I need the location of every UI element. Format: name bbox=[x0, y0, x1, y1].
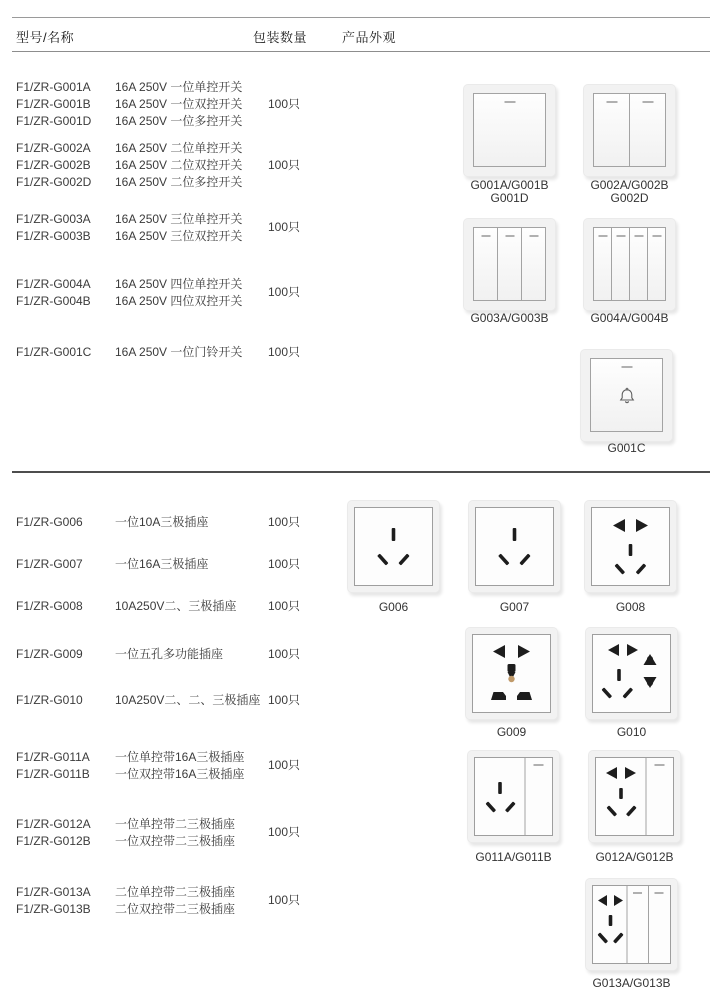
catalog-row bbox=[16, 766, 456, 783]
product-image-g012 bbox=[588, 750, 681, 843]
switch-rocker bbox=[522, 228, 545, 300]
model-code: F1/ZR-G001A bbox=[16, 80, 91, 94]
catalog-row bbox=[16, 174, 456, 191]
product-image-g009 bbox=[465, 627, 558, 720]
socket-5hole-with-2switch-icon bbox=[593, 886, 670, 963]
socket-5hole-with-switch-icon bbox=[596, 758, 673, 835]
switch-rocker bbox=[474, 228, 498, 300]
switch-rocker bbox=[591, 359, 662, 431]
product-image-label: G004A/G004B bbox=[590, 311, 669, 325]
product-image-label: G007 bbox=[499, 600, 530, 614]
product-image-g007 bbox=[468, 500, 561, 593]
label-line: G002D bbox=[610, 191, 649, 205]
product-description: 10A250V二、二、三极插座 bbox=[115, 693, 261, 707]
product-image-g006 bbox=[347, 500, 440, 593]
socket-panel bbox=[354, 507, 433, 586]
model-code: F1/ZR-G001B bbox=[16, 97, 91, 111]
socket-switch-panel bbox=[592, 885, 671, 964]
product-image-label: G009 bbox=[496, 725, 527, 739]
product-description: 二位单控带二三极插座 bbox=[115, 885, 236, 899]
model-code: F1/ZR-G003A bbox=[16, 212, 91, 226]
product-description: 16A 250V 四位单控开关 bbox=[115, 277, 243, 291]
socket-5hole-icon bbox=[592, 508, 669, 585]
product-image-label bbox=[568, 179, 691, 205]
package-quantity: 100只 bbox=[268, 825, 301, 839]
catalog-row bbox=[16, 646, 456, 663]
catalog-row bbox=[16, 293, 456, 310]
catalog-row bbox=[16, 96, 456, 113]
product-description: 一位双控带二三极插座 bbox=[115, 834, 236, 848]
product-description: 16A 250V 一位单控开关 bbox=[115, 80, 243, 94]
catalog-row bbox=[16, 157, 456, 174]
socket-3pin-icon bbox=[355, 508, 432, 585]
model-code: F1/ZR-G012A bbox=[16, 817, 91, 831]
socket-panel bbox=[592, 634, 671, 713]
switch-rocker bbox=[612, 228, 630, 300]
indicator-dash bbox=[481, 235, 490, 237]
product-description: 一位五孔多功能插座 bbox=[115, 647, 224, 661]
model-code: F1/ZR-G010 bbox=[16, 693, 83, 707]
catalog-row bbox=[16, 228, 456, 245]
product-description: 二位双控带二三极插座 bbox=[115, 902, 236, 916]
catalog-row bbox=[16, 816, 456, 833]
catalog-row bbox=[16, 276, 456, 293]
product-image-g004 bbox=[583, 218, 676, 311]
product-image-g002 bbox=[583, 84, 676, 177]
product-image-label: G001C bbox=[607, 441, 646, 455]
product-image-label bbox=[448, 179, 571, 205]
product-description: 16A 250V 一位多控开关 bbox=[115, 114, 243, 128]
switch-1gang bbox=[473, 93, 546, 167]
catalog-row bbox=[16, 79, 456, 96]
switch-2gang bbox=[593, 93, 666, 167]
model-code: F1/ZR-G008 bbox=[16, 599, 83, 613]
model-code: F1/ZR-G004B bbox=[16, 294, 91, 308]
product-image-g010 bbox=[585, 627, 678, 720]
product-description: 一位单控带16A三极插座 bbox=[115, 750, 245, 764]
package-quantity: 100只 bbox=[268, 220, 301, 234]
model-code: F1/ZR-G013A bbox=[16, 885, 91, 899]
product-image-g008 bbox=[584, 500, 677, 593]
indicator-dash bbox=[634, 235, 643, 237]
header-rule bbox=[12, 51, 710, 52]
column-header-appearance: 产品外观 bbox=[342, 30, 397, 45]
package-quantity: 100只 bbox=[268, 285, 301, 299]
model-code: F1/ZR-G001D bbox=[16, 114, 92, 128]
product-description: 一位10A三极插座 bbox=[115, 515, 209, 529]
model-code: F1/ZR-G007 bbox=[16, 557, 83, 571]
catalog-row bbox=[16, 833, 456, 850]
product-image-label: G010 bbox=[616, 725, 647, 739]
product-description: 一位双控带16A三极插座 bbox=[115, 767, 245, 781]
doorbell-switch bbox=[590, 358, 663, 432]
model-code: F1/ZR-G009 bbox=[16, 647, 83, 661]
product-image-label: G006 bbox=[378, 600, 409, 614]
package-quantity: 100只 bbox=[268, 647, 301, 661]
product-image-label: G003A/G003B bbox=[470, 311, 549, 325]
product-description: 16A 250V 三位双控开关 bbox=[115, 229, 243, 243]
product-image-label: G012A/G012B bbox=[595, 850, 674, 864]
catalog-row bbox=[16, 113, 456, 130]
switch-rocker bbox=[594, 94, 630, 166]
indicator-dash bbox=[504, 101, 515, 103]
package-quantity: 100只 bbox=[268, 345, 301, 359]
indicator-dash bbox=[598, 235, 607, 237]
indicator-dash bbox=[652, 235, 661, 237]
socket-3pin-with-switch-icon bbox=[475, 758, 552, 835]
package-quantity: 100只 bbox=[268, 515, 301, 529]
model-code: F1/ZR-G003B bbox=[16, 229, 91, 243]
catalog-row bbox=[16, 749, 456, 766]
product-image-g003 bbox=[463, 218, 556, 311]
socket-3pin-icon bbox=[476, 508, 553, 585]
product-description: 16A 250V 四位双控开关 bbox=[115, 294, 243, 308]
indicator-dash bbox=[505, 235, 514, 237]
product-image-label: G008 bbox=[615, 600, 646, 614]
product-description: 16A 250V 二位多控开关 bbox=[115, 175, 243, 189]
bell-icon bbox=[617, 386, 637, 406]
product-description: 16A 250V 三位单控开关 bbox=[115, 212, 243, 226]
package-quantity: 100只 bbox=[268, 693, 301, 707]
model-code: F1/ZR-G001C bbox=[16, 345, 92, 359]
catalog-row bbox=[16, 901, 456, 918]
switch-rocker bbox=[474, 94, 545, 166]
product-image-g011 bbox=[467, 750, 560, 843]
socket-panel bbox=[591, 507, 670, 586]
socket-panel bbox=[475, 507, 554, 586]
switch-rocker bbox=[630, 94, 665, 166]
switch-4gang bbox=[593, 227, 666, 301]
section-divider bbox=[12, 471, 710, 473]
switch-rocker bbox=[594, 228, 612, 300]
package-quantity: 100只 bbox=[268, 893, 301, 907]
catalog-row bbox=[16, 692, 456, 709]
model-code: F1/ZR-G002B bbox=[16, 158, 91, 172]
indicator-dash bbox=[616, 235, 625, 237]
product-description: 16A 250V 二位单控开关 bbox=[115, 141, 243, 155]
column-header-model: 型号/名称 bbox=[16, 30, 75, 45]
model-code: F1/ZR-G006 bbox=[16, 515, 83, 529]
model-code: F1/ZR-G013B bbox=[16, 902, 91, 916]
model-code: F1/ZR-G012B bbox=[16, 834, 91, 848]
socket-switch-panel bbox=[474, 757, 553, 836]
switch-3gang bbox=[473, 227, 546, 301]
socket-7hole-icon bbox=[593, 635, 670, 712]
model-code: F1/ZR-G002D bbox=[16, 175, 92, 189]
label-line: G001A/G001B bbox=[470, 178, 549, 192]
indicator-dash bbox=[642, 101, 653, 103]
product-image-g001 bbox=[463, 84, 556, 177]
product-description: 16A 250V 一位门铃开关 bbox=[115, 345, 243, 359]
model-code: F1/ZR-G011B bbox=[16, 767, 90, 781]
product-description: 一位16A三极插座 bbox=[115, 557, 209, 571]
product-description: 16A 250V 二位双控开关 bbox=[115, 158, 243, 172]
package-quantity: 100只 bbox=[268, 599, 301, 613]
package-quantity: 100只 bbox=[268, 97, 301, 111]
catalog-row bbox=[16, 211, 456, 228]
package-quantity: 100只 bbox=[268, 758, 301, 772]
model-code: F1/ZR-G004A bbox=[16, 277, 91, 291]
socket-panel bbox=[472, 634, 551, 713]
product-image-label: G011A/G011B bbox=[475, 850, 552, 864]
column-header-qty: 包装数量 bbox=[253, 30, 308, 45]
product-description: 一位单控带二三极插座 bbox=[115, 817, 236, 831]
product-description: 10A250V二、三极插座 bbox=[115, 599, 237, 613]
product-image-g001c bbox=[580, 349, 673, 442]
top-rule bbox=[12, 17, 710, 18]
switch-rocker bbox=[648, 228, 665, 300]
switch-rocker bbox=[630, 228, 648, 300]
catalog-row bbox=[16, 344, 456, 361]
model-code: F1/ZR-G002A bbox=[16, 141, 91, 155]
product-description: 16A 250V 一位双控开关 bbox=[115, 97, 243, 111]
label-line: G001D bbox=[490, 191, 529, 205]
socket-switch-panel bbox=[595, 757, 674, 836]
label-line: G002A/G002B bbox=[590, 178, 669, 192]
indicator-dash bbox=[621, 366, 632, 368]
package-quantity: 100只 bbox=[268, 557, 301, 571]
product-image-g013 bbox=[585, 878, 678, 971]
model-code: F1/ZR-G011A bbox=[16, 750, 90, 764]
catalog-row bbox=[16, 140, 456, 157]
indicator-dash bbox=[606, 101, 617, 103]
indicator-dash bbox=[529, 235, 538, 237]
package-quantity: 100只 bbox=[268, 158, 301, 172]
catalog-row bbox=[16, 884, 456, 901]
product-image-label: G013A/G013B bbox=[592, 976, 671, 990]
socket-multifunction-icon bbox=[473, 635, 550, 712]
switch-rocker bbox=[498, 228, 522, 300]
